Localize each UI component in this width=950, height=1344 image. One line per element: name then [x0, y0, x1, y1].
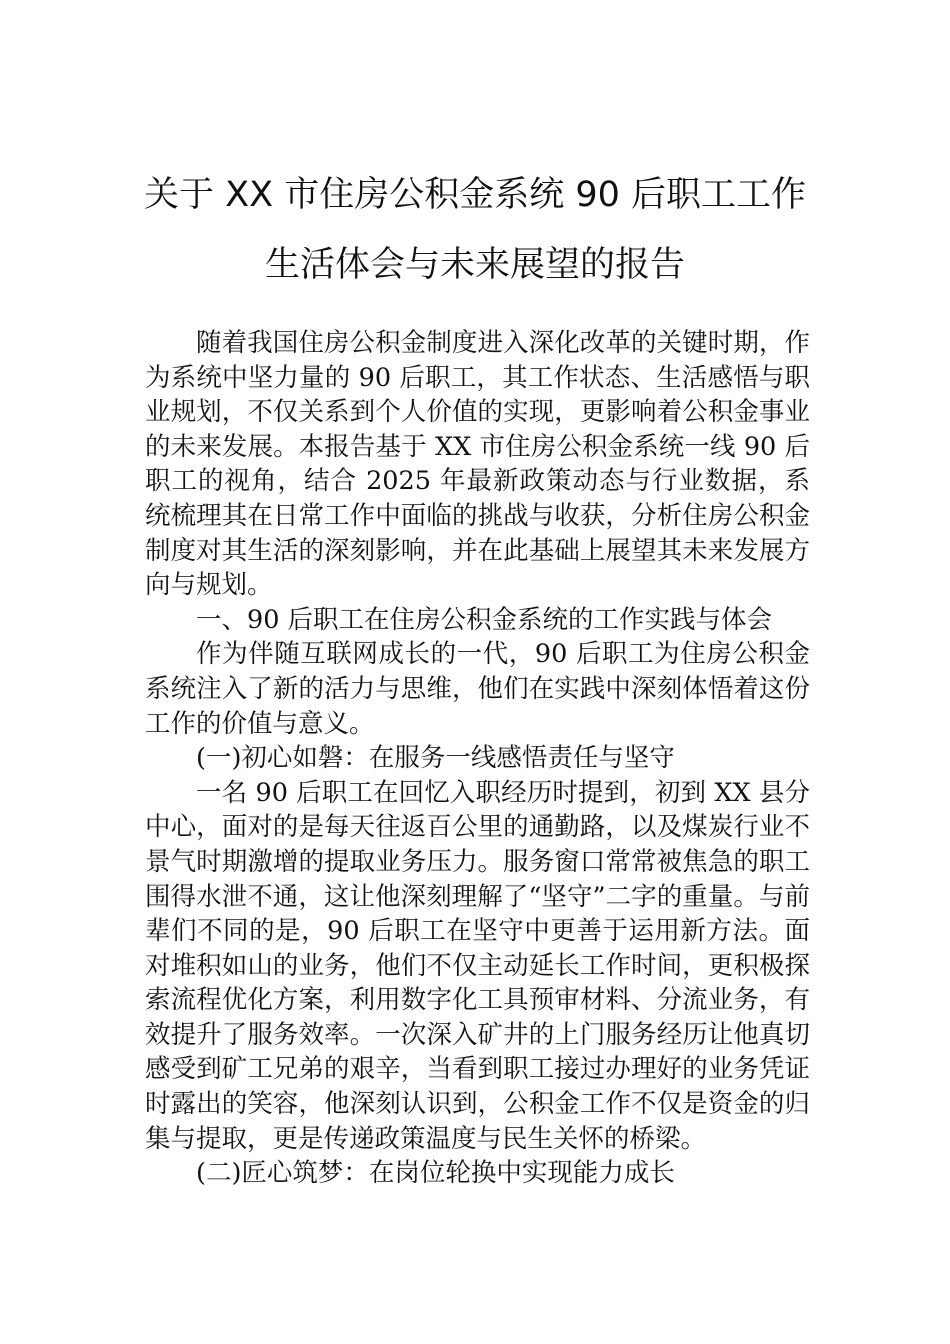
- subsection-heading-2: (二)匠心筑梦：在岗位轮换中实现能力成长: [196, 1158, 675, 1189]
- section-1-intro-paragraph: 作为伴随互联网成长的一代，90 后职工为住房公积金系统注入了新的活力与思维，他们在实践中深刻体悟着这份工作的价值与意义。: [145, 639, 810, 739]
- subsection-1-body-paragraph: 一名 90 后职工在回忆入职经历时提到，初到 XX 县分中心，面对的是每天往返百公里的通勤路，以及煤炭行业不景气时期激增的提取业务压力。服务窗口常常被焦急的职工围得水泄不通，这让他深刻理解了“坚守”二字的重量。与前辈们不同的是，90 后职工在坚守中更善于运用新方法。面对堆积如山的业务，他们不仅主动延长工作时间，更积极探索流程优化方案，利用数字化工具预审材料、分流业务，有效提升了服务效率。一次深入矿井的上门服务经历让他真切感受到矿工兄弟的艰辛，当看到职工接过办理好的业务凭证时露出的笑容，他深刻认识到，公积金工作不仅是资金的归集与提取，更是传递政策温度与民生关怀的桥梁。: [145, 777, 810, 1154]
- document-title: [120, 160, 830, 300]
- title-line-1: 关于 XX 市住房公积金系统 90 后职工工作: [144, 175, 806, 215]
- section-heading-1: 一、90 后职工在住房公积金系统的工作实践与体会: [196, 604, 773, 635]
- subsection-heading-1: (一)初心如磐：在服务一线感悟责任与坚守: [196, 743, 675, 774]
- document-body: [145, 326, 810, 1191]
- intro-paragraph: 随着我国住房公积金制度进入深化改革的关键时期，作为系统中坚力量的 90 后职工，其工作状态、生活感悟与职业规划，不仅关系到个人价值的实现，更影响着公积金事业的未来发展。本报告基于 XX 市住房公积金系统一线 90 后职工的视角，结合 2025 年最新政策动态与行业数据，系统梳理其在日常工作中面临的挑战与收获，分析住房公积金制度对其生活的深刻影响，并在此基础上展望其未来发展方向与规划。: [145, 328, 810, 601]
- title-line-2: 生活体会与未来展望的报告: [264, 245, 685, 285]
